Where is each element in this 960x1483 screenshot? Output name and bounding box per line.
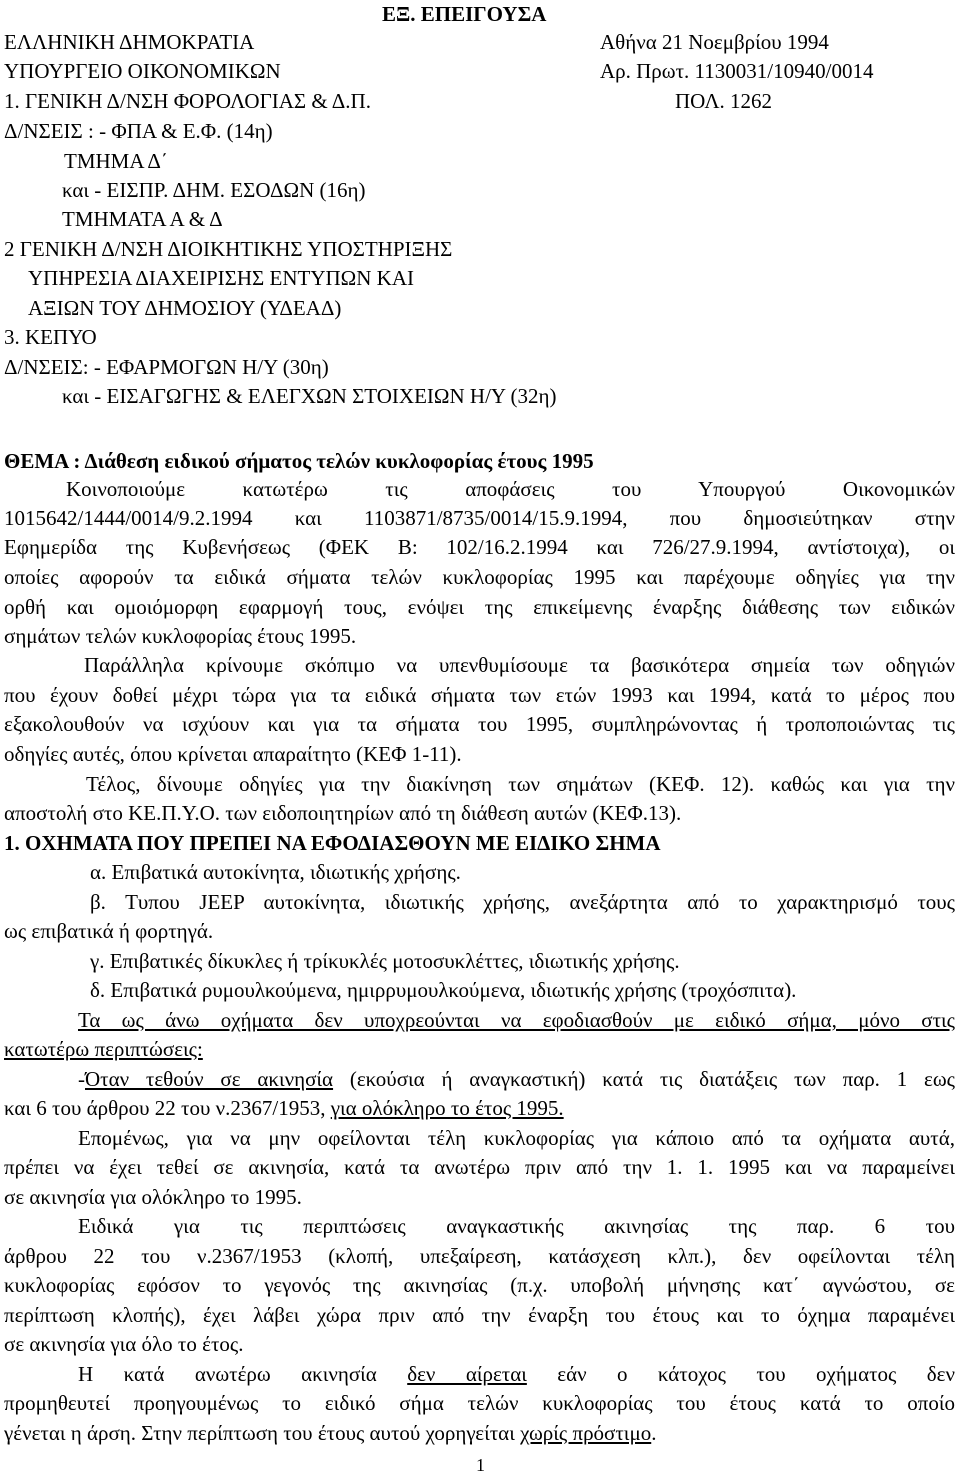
document-date: Αθήνα 21 Νοεμβρίου 1994 [600, 30, 829, 54]
protocol-number: Αρ. Πρωτ. 1130031/10940/0014 [600, 59, 874, 83]
forced-line-1: Ειδικά για τις περιπτώσεις αναγκαστικής ακινησίας της παρ. 6 του [78, 1214, 955, 1238]
header-line-12: Δ/ΝΣΕΙΣ: - ΕΦΑΡΜΟΓΩΝ Η/Υ (30η) [4, 355, 329, 379]
forced-line-4: περίπτωση κλοπής), έχει λάβει χώρα πριν από την έναρξη του έτους και το όχημα παραμένει [4, 1303, 955, 1327]
lift-l1-rest: εάν ο κάτοχος του οχήματος δεν [526, 1362, 955, 1386]
header-line-10: ΑΞΙΩΝ ΤΟΥ ΔΗΜΟΣΙΟΥ (ΥΔΕΑΔ) [28, 296, 342, 320]
idle-underlined: Όταν τεθούν σε ακινησία [85, 1067, 334, 1091]
consequently-line-3: σε ακινησία για ολόκληρο το 1995. [4, 1185, 302, 1209]
lift-line-2: προμηθευτεί προηγουμένως το ειδικό σήμα τελών κυκλοφορίας του έτους κατά το οποίο [4, 1391, 955, 1415]
urgency-label: ΕΞ. ΕΠΕΙΓΟΥΣΑ [382, 2, 547, 26]
consequently-line-1: Επομένως, για να μην οφείλονται τέλη κυκλοφορίας για κάποιο από τα οχήματα αυτά, [78, 1126, 955, 1150]
lift-l3-end: . [651, 1421, 657, 1445]
lift-l1-underlined: δεν αίρεται [407, 1362, 527, 1386]
pol-number: ΠΟΛ. 1262 [675, 89, 773, 113]
header-line-1: ΕΛΛΗΝΙΚΗ ΔΗΜΟΚΡΑΤΙΑ [4, 30, 255, 54]
header-line-7: ΤΜΗΜΑΤΑ Α & Δ [62, 207, 223, 231]
subject-line [4, 447, 594, 475]
lift-line-1 [78, 1360, 955, 1388]
para3-line-2: αποστολή στο ΚΕ.Π.Υ.Ο. των ειδοποιητηρίων από τη διάθεση αυτών (ΚΕΦ.13). [4, 801, 682, 825]
intro-line-5: ορθή και ομοιόμορφη εφαρμογή τους, ενόψει της επικείμενης έναρξης διάθεσης των ειδικών [4, 595, 955, 619]
lift-line-3 [4, 1419, 656, 1447]
para3-line-1: Τέλος, δίνουμε οδηγίες για την διακίνηση των σημάτων (ΚΕΦ. 12). καθώς και για την [86, 772, 955, 796]
idle-rest: (εκούσια ή αναγκαστική) κατά τις διατάξεις των παρ. 1 εως [333, 1067, 955, 1091]
item-d: δ. Επιβατικά ρυμουλκούμενα, ημιρρυμουλκούμενα, ιδιωτικής χρήσης (τροχόσπιτα). [90, 978, 797, 1002]
intro-line-1: Κοινοποιούμε κατωτέρω τις αποφάσεις του Υπουργού Οικονομικών [66, 477, 955, 501]
intro-line-3: Εφημερίδα της Κυβενήσεως (ΦΕΚ Β: 102/16.2.1994 και 726/27.9.1994, αντίστοιχα), οι [4, 535, 955, 559]
intro-line-6: σημάτων τελών κυκλοφορίας έτους 1995. [4, 624, 357, 648]
idle-line2-underlined: για ολόκληρο το έτος 1995. [330, 1096, 564, 1120]
consequently-line-2: πρέπει να έχει τεθεί σε ακινησία, κατά τα ανωτέρω πριν από την 1. 1. 1995 και να παραμείνει [4, 1155, 955, 1179]
para2-line-3: εξακολουθούν να ισχύουν και για τα σήματα του 1995, συμπληρώνοντας ή τροποποιώντας τις [4, 712, 955, 736]
exceptions-line-1: Τα ως άνω οχήματα δεν υποχρεούνται να εφοδιασθούν με ειδικό σήμα, μόνο στις [78, 1008, 955, 1032]
idle-line2-start: και 6 του άρθρου 22 του ν.2367/1953, [4, 1096, 331, 1120]
header-line-8: 2 ΓΕΝΙΚΗ Δ/ΝΣΗ ΔΙΟΙΚΗΤΙΚΗΣ ΥΠΟΣΤΗΡΙΞΗΣ [4, 237, 453, 261]
forced-line-2: άρθρου 22 του ν.2367/1953 (κλοπή, υπεξαίρεση, κατάσχεση κλπ.), δεν οφείλονται τέλη [4, 1244, 955, 1268]
idle-line-2 [4, 1094, 564, 1122]
page-number: 1 [476, 1455, 485, 1475]
intro-line-4: οποίες αφορούν τα ειδικά σήματα τελών κυκλοφορίας 1995 και παρέχουμε οδηγίες για την [4, 565, 955, 589]
header-line-9: ΥΠΗΡΕΣΙΑ ΔΙΑΧΕΙΡΙΣΗΣ ΕΝΤΥΠΩΝ ΚΑΙ [28, 266, 414, 290]
item-b-line-2: ως επιβατικά ή φορτηγά. [4, 919, 214, 943]
header-line-2: ΥΠΟΥΡΓΕΙΟ ΟΙΚΟΝΟΜΙΚΩΝ [4, 59, 281, 83]
para2-line-4: οδηγίες αυτές, όπου κρίνεται απαραίτητο (ΚΕΦ 1-11). [4, 742, 462, 766]
idle-prefix: - [78, 1067, 85, 1091]
forced-line-3: κυκλοφορίας εφόσον το γεγονός της ακινησίας (π.χ. υποβολή μήνησης κατ΄ αγνώστου, σε [4, 1273, 955, 1297]
exceptions-line-2: κατωτέρω περιπτώσεις: [4, 1037, 203, 1061]
subject-label: ΘΕΜΑ : [4, 449, 85, 473]
lift-l3-start: γένεται η άρση. Στην περίπτωση του έτους αυτού χορηγείται [4, 1421, 521, 1445]
item-a: α. Επιβατικά αυτοκίνητα, ιδιωτικής χρήσης. [90, 860, 461, 884]
header-line-5: ΤΜΗΜΑ Δ΄ [64, 149, 168, 173]
lift-l1-start: Η κατά ανωτέρω ακινησία [78, 1362, 408, 1386]
lift-l3-underlined: χωρίς πρόστιμο [520, 1421, 652, 1445]
header-line-6: και - ΕΙΣΠΡ. ΔΗΜ. ΕΣΟΔΩΝ (16η) [62, 178, 366, 202]
header-line-13: και - ΕΙΣΑΓΩΓΗΣ & ΕΛΕΓΧΩΝ ΣΤΟΙΧΕΙΩΝ Η/Υ (32η) [62, 384, 557, 408]
para2-line-2: που έχουν δοθεί μέχρι τώρα για τα ειδικά σήματα των ετών 1993 και 1994, κατά το μέρος που [4, 683, 955, 707]
intro-line-2: 1015642/1444/0014/9.2.1994 και 1103871/8735/0014/15.9.1994, που δημοσιεύτηκαν στην [4, 506, 955, 530]
item-g: γ. Επιβατικές δίκυκλες ή τρίκυκλές μοτοσυκλέττες, ιδιωτικής χρήσης. [90, 949, 680, 973]
idle-line-1 [78, 1065, 955, 1093]
header-line-4: Δ/ΝΣΕΙΣ : - ΦΠΑ & Ε.Φ. (14η) [4, 119, 273, 143]
forced-line-5: σε ακινησία για όλο το έτος. [4, 1332, 244, 1356]
header-line-3: 1. ΓΕΝΙΚΗ Δ/ΝΣΗ ΦΟΡΟΛΟΓΙΑΣ & Δ.Π. [4, 89, 371, 113]
para2-line-1: Παράλληλα κρίνουμε σκόπιμο να υπενθυμίσουμε τα βασικότερα σημεία των οδηγιών [84, 653, 955, 677]
subject-text: Διάθεση ειδικού σήματος τελών κυκλοφορίας έτους 1995 [84, 449, 594, 473]
item-b-line-1: β. Τυπου JEEP αυτοκίνητα, ιδιωτικής χρήσης, ανεξάρτητα από το χαρακτηρισμό τους [90, 890, 955, 914]
section-1-heading: 1. ΟΧΗΜΑΤΑ ΠΟΥ ΠΡΕΠΕΙ ΝΑ ΕΦΟΔΙΑΣΘΟΥΝ ΜΕ ΕΙΔΙΚΟ ΣΗΜΑ [4, 831, 661, 855]
header-line-11: 3. ΚΕΠΥΟ [4, 325, 97, 349]
